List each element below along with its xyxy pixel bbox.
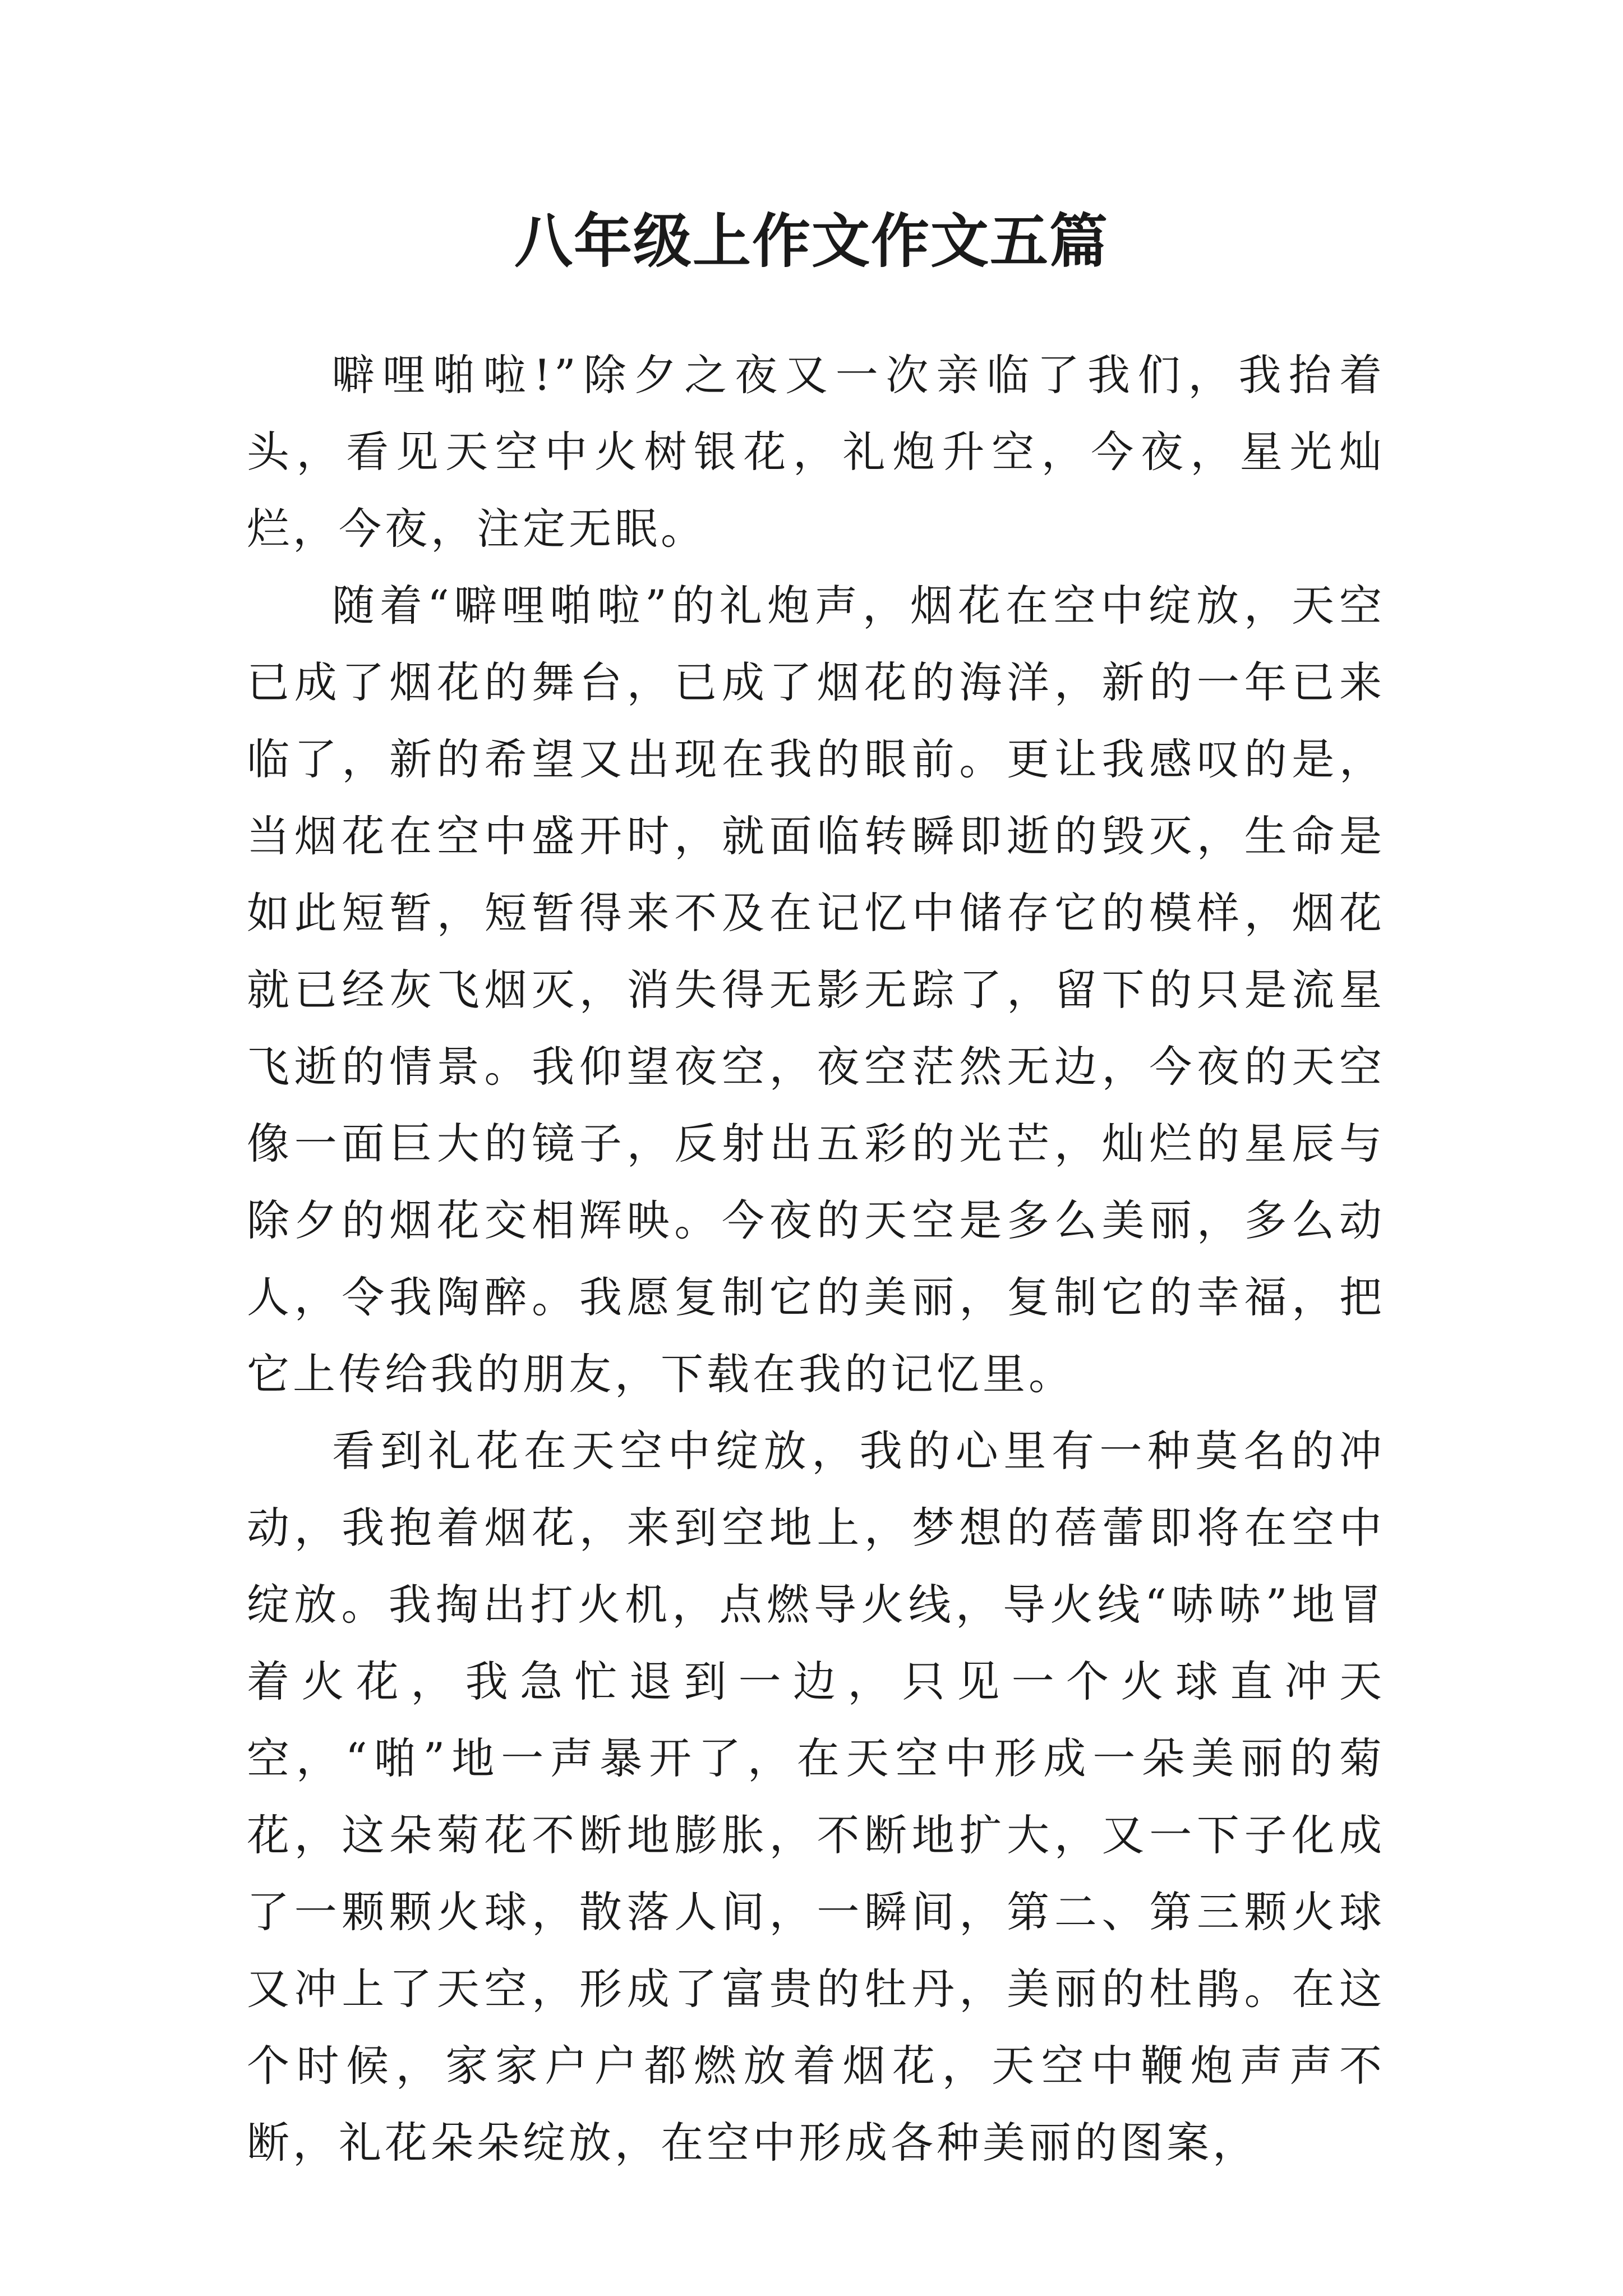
paragraph-2: 随着“噼哩啪啦”的礼炮声，烟花在空中绽放，天空已成了烟花的舞台，已成了烟花的海洋，新的一年已来临了，新的希望又出现在我的眼前。更让我感叹的是，当烟花在空中盛开时，就面临转瞬即逝的毁灭，生命是如此短暂，短暂得来不及在记忆中储存它的模样，烟花就已经灰飞烟灭，消失得无影无踪了，留下的只是流星飞逝的情景。我仰望夜空，夜空茫然无边，今夜的天空像一面巨大的镜子，反射出五彩的光芒，灿烂的星辰与除夕的烟花交相辉映。今夜的天空是多么美丽，多么动人，令我陶醉。我愿复制它的美丽，复制它的幸福，把它上传给我的朋友，下载在我的记忆里。 — [247, 581, 1385, 1399]
paragraph-3: 看到礼花在天空中绽放，我的心里有一种莫名的冲动，我抱着烟花，来到空地上，梦想的蓓蕾即将在空中绽放。我掏出打火机，点燃导火线，导火线“哧哧”地冒着火花，我急忙退到一边，只见一个火球直冲天空，“啪”地一声暴开了，在天空中形成一朵美丽的菊花，这朵菊花不断地膨胀，不断地扩大，又一下子化成了一颗颗火球，散落人间，一瞬间，第二、第三颗火球又冲上了天空，形成了富贵的牡丹，美丽的杜鹃。在这个时候，家家户户都燃放着烟花，天空中鞭炮声声不断，礼花朵朵绽放，在空中形成各种美丽的图案， — [247, 1426, 1385, 2168]
paragraph-1: 噼哩啪啦!”除夕之夜又一次亲临了我们，我抬着头，看见天空中火树银花，礼炮升空，今夜，星光灿烂，今夜，注定无眠。 — [247, 350, 1385, 554]
document-body — [247, 337, 1385, 2181]
document-title: 八年级上作文作文五篇 — [514, 206, 1109, 275]
